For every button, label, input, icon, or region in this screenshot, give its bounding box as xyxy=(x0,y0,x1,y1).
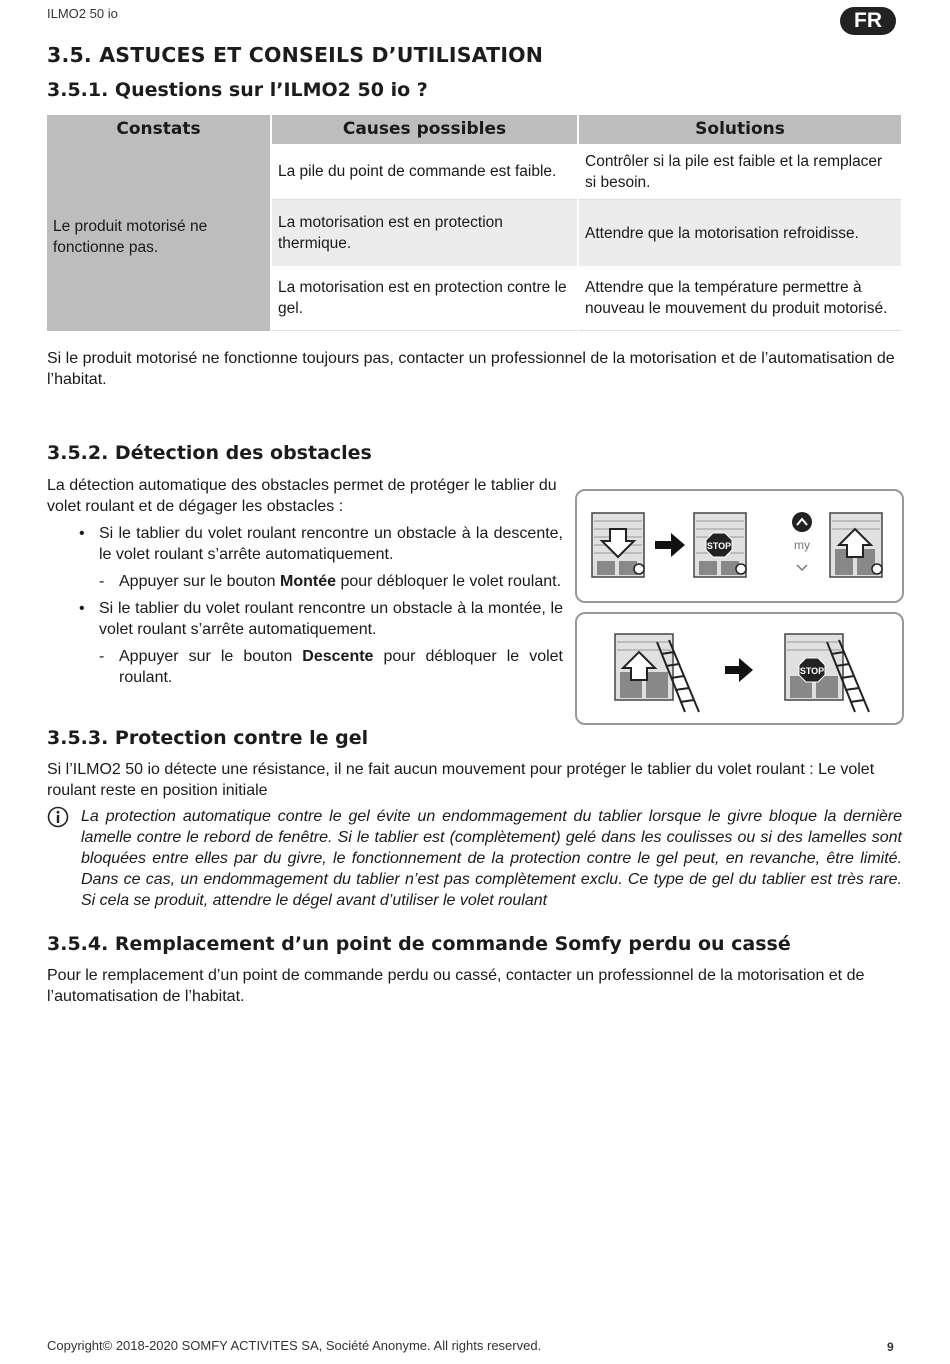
shutter-window-icon xyxy=(592,513,644,577)
replacement-text: Pour le remplacement d’un point de commande perdu ou cassé, contacter un professionnel de la motorisation et de l’automatisation de l’habitat. xyxy=(47,967,865,1005)
col-header-solutions: Solutions xyxy=(578,115,901,144)
bullet-dot: • xyxy=(79,600,85,617)
header-product: ILMO2 50 io xyxy=(47,6,118,21)
stop-ladder-icon xyxy=(785,634,869,712)
list-item xyxy=(79,523,563,565)
stop-label: STOP xyxy=(706,541,732,551)
info-note-text: La protection automatique contre le gel évite un endommagement du tablier lorsque le givre bloque la dernière lamelle contre le rebord de fenêtre. Si le tablier est (complètement) gelé dans les coulisses ou si des lamelles sont bloquées entre elles par du givre, le fonctionnement de la protection contre le gel peut, en revanche, être limité. Dans ce cas, un endommagement du tablier n’est pas complètement exclu. Ce type de gel du tablier est très rare. Si cela se produit, attendre le dégel avant d’utiliser le volet roulant xyxy=(81,808,902,909)
table-row xyxy=(47,144,901,200)
shutter-up-icon xyxy=(830,513,882,577)
remote-control-icon xyxy=(792,512,812,570)
obstacle-detection-text xyxy=(47,475,563,688)
button-name-descente: Descente xyxy=(302,648,374,665)
col-header-causes: Causes possibles xyxy=(271,115,578,144)
subsection-title-354: 3.5.4. Remplacement d’un point de commande Somfy perdu ou cassé xyxy=(47,933,791,955)
arrow-right-icon xyxy=(725,658,753,682)
intro-paragraph: La détection automatique des obstacles permet de protéger le tablier du volet roulant et de dégager les obstacles : xyxy=(47,477,557,515)
solution-cell: Contrôler si la pile est faible et la remplacer si besoin. xyxy=(578,144,901,200)
cause-cell: La pile du point de commande est faible. xyxy=(271,144,578,200)
subsection-title-353: 3.5.3. Protection contre le gel xyxy=(47,727,369,749)
solution-cell: Attendre que la température permettre à nouveau le mouvement du produit motorisé. xyxy=(578,266,901,331)
list-item xyxy=(99,646,563,688)
bullet-text: Si le tablier du volet roulant rencontre un obstacle à la descente, le volet roulant s’arrête automatiquement. xyxy=(99,525,563,563)
col-header-constats: Constats xyxy=(47,115,271,144)
shutter-ladder-icon xyxy=(615,634,699,712)
stop-shutter-icon xyxy=(694,513,746,577)
language-badge: FR xyxy=(840,7,896,35)
list-item xyxy=(99,571,563,592)
figure-ascent-obstacle xyxy=(575,612,904,725)
copyright-footer: Copyright© 2018-2020 SOMFY ACTIVITES SA, Société Anonyme. All rights reserved. xyxy=(47,1338,542,1353)
list-item xyxy=(79,598,563,640)
my-label: my xyxy=(794,538,810,552)
ascent-illustration xyxy=(577,614,902,723)
cause-cell: La motorisation est en protection thermique. xyxy=(271,200,578,267)
subsection-title-352: 3.5.2. Détection des obstacles xyxy=(47,442,372,464)
dash-mark: - xyxy=(99,648,105,665)
section-title: 3.5. ASTUCES ET CONSEILS D’UTILISATION xyxy=(47,43,544,67)
descent-illustration xyxy=(577,491,902,601)
page-number: 9 xyxy=(887,1340,894,1354)
arrow-right-icon xyxy=(655,533,685,557)
troubleshooting-table xyxy=(47,115,901,331)
stop-label: STOP xyxy=(799,666,825,676)
frost-protection-text: Si l’ILMO2 50 io détecte une résistance, il ne fait aucun mouvement pour protéger le tablier du volet roulant : Le volet roulant reste en position initiale xyxy=(47,761,875,799)
button-name-montee: Montée xyxy=(280,573,336,590)
table-followup-text: Si le produit motorisé ne fonctionne toujours pas, contacter un professionnel de la motorisation et de l’automatisation de l’habitat. xyxy=(47,350,895,388)
cause-cell: La motorisation est en protection contre le gel. xyxy=(271,266,578,331)
figure-descent-obstacle xyxy=(575,489,904,603)
info-icon xyxy=(47,806,81,911)
info-note xyxy=(47,806,902,911)
solution-cell: Attendre que la motorisation refroidisse. xyxy=(578,200,901,267)
dash-text: Appuyer sur le bouton Descente pour débloquer le volet roulant. xyxy=(119,648,563,686)
observation-cell: Le produit motorisé ne fonctionne pas. xyxy=(47,144,271,331)
subsection-title-351: 3.5.1. Questions sur l’ILMO2 50 io ? xyxy=(47,79,428,101)
bullet-text: Si le tablier du volet roulant rencontre un obstacle à la montée, le volet roulant s’arrête automatiquement. xyxy=(99,600,563,638)
dash-text: Appuyer sur le bouton Montée pour débloquer le volet roulant. xyxy=(119,573,562,590)
bullet-dot: • xyxy=(79,525,85,542)
dash-mark: - xyxy=(99,573,105,590)
